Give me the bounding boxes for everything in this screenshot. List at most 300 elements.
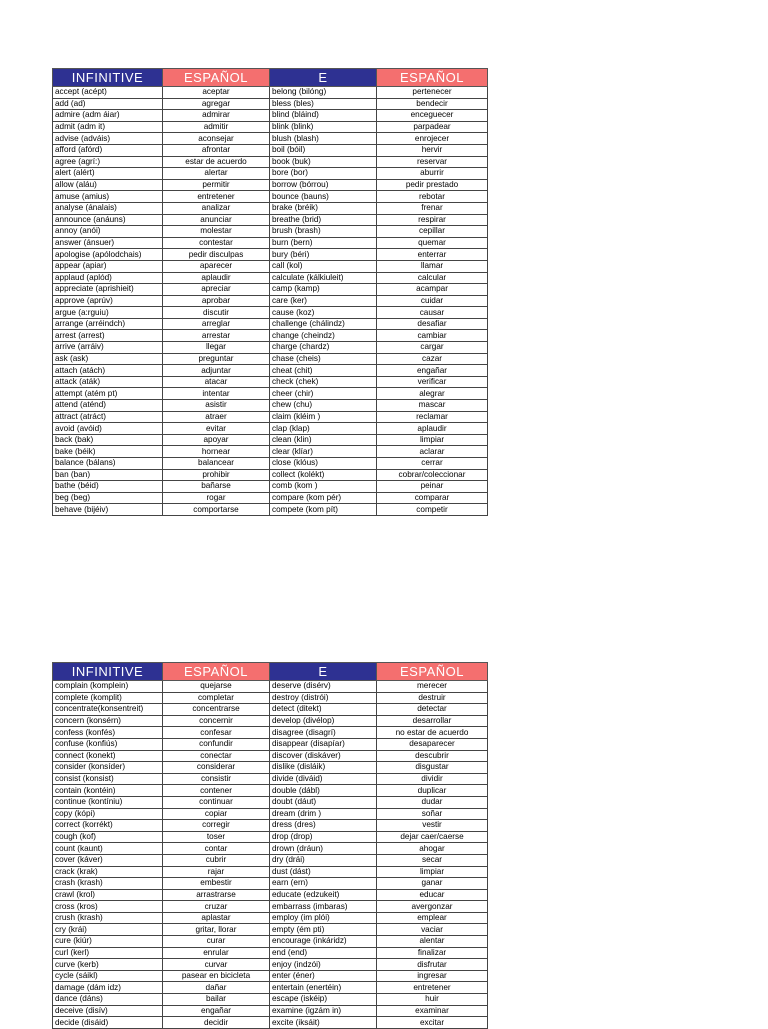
- spanish-translation: admirar: [163, 110, 270, 122]
- spanish-translation: alentar: [377, 936, 488, 948]
- english-verb: detect (ditekt): [270, 704, 377, 716]
- spanish-translation: desaparecer: [377, 738, 488, 750]
- spanish-translation: prohibir: [163, 469, 270, 481]
- english-verb: close (klóus): [270, 458, 377, 470]
- english-verb: answer (ánsuer): [53, 237, 163, 249]
- spanish-translation: desafiar: [377, 318, 488, 330]
- spanish-translation: cruzar: [163, 901, 270, 913]
- english-verb: boil (bóil): [270, 144, 377, 156]
- english-verb: arrive (arráiv): [53, 342, 163, 354]
- english-verb: appear (apiar): [53, 260, 163, 272]
- english-verb: cheat (chit): [270, 365, 377, 377]
- english-verb: excite (iksáit): [270, 1017, 377, 1029]
- table-row: [53, 168, 488, 180]
- spanish-translation: estar de acuerdo: [163, 156, 270, 168]
- spanish-translation: quemar: [377, 237, 488, 249]
- english-verb: enjoy (indzói): [270, 959, 377, 971]
- spanish-translation: secar: [377, 854, 488, 866]
- english-verb: enter (éner): [270, 970, 377, 982]
- english-verb: deceive (disív): [53, 1005, 163, 1017]
- table-row: [53, 785, 488, 797]
- spanish-translation: alegrar: [377, 388, 488, 400]
- english-verb: employ (im plói): [270, 912, 377, 924]
- verb-table-2: [52, 662, 488, 1029]
- english-verb: attempt (atém pt): [53, 388, 163, 400]
- table-row: [53, 388, 488, 400]
- spanish-translation: concernir: [163, 715, 270, 727]
- spanish-translation: aparecer: [163, 260, 270, 272]
- spanish-translation: balancear: [163, 458, 270, 470]
- english-verb: attend (aténd): [53, 400, 163, 412]
- spanish-translation: aceptar: [163, 87, 270, 99]
- table-row: [53, 202, 488, 214]
- table-row: [53, 970, 488, 982]
- english-verb: concentrate(konsentreit): [53, 704, 163, 716]
- english-verb: book (buk): [270, 156, 377, 168]
- english-verb: annoy (anói): [53, 226, 163, 238]
- spanish-translation: atacar: [163, 376, 270, 388]
- table-row: [53, 400, 488, 412]
- spanish-translation: arrastrarse: [163, 889, 270, 901]
- english-verb: amuse (amius): [53, 191, 163, 203]
- spanish-translation: entretener: [163, 191, 270, 203]
- english-verb: clap (klap): [270, 423, 377, 435]
- spanish-translation: acampar: [377, 284, 488, 296]
- english-verb: back (bak): [53, 434, 163, 446]
- table-row: [53, 504, 488, 516]
- spanish-translation: aprobar: [163, 295, 270, 307]
- english-verb: connect (konekt): [53, 750, 163, 762]
- english-verb: deserve (disérv): [270, 681, 377, 693]
- spanish-translation: llegar: [163, 342, 270, 354]
- english-verb: allow (aláu): [53, 179, 163, 191]
- english-verb: entertain (enertéin): [270, 982, 377, 994]
- spanish-translation: disgustar: [377, 762, 488, 774]
- spanish-translation: disfrutar: [377, 959, 488, 971]
- english-verb: bake (béik): [53, 446, 163, 458]
- english-verb: correct (korrékt): [53, 820, 163, 832]
- english-verb: bathe (béid): [53, 481, 163, 493]
- english-verb: crack (krak): [53, 866, 163, 878]
- table-row: [53, 214, 488, 226]
- table-row: [53, 110, 488, 122]
- english-verb: argue (a:rguiu): [53, 307, 163, 319]
- english-verb: bore (bor): [270, 168, 377, 180]
- english-verb: dress (dres): [270, 820, 377, 832]
- spanish-translation: ahogar: [377, 843, 488, 855]
- table-row: [53, 843, 488, 855]
- english-verb: behave (bijéiv): [53, 504, 163, 516]
- english-verb: analyse (ánalais): [53, 202, 163, 214]
- table-row: [53, 121, 488, 133]
- table-row: [53, 376, 488, 388]
- english-verb: copy (kópi): [53, 808, 163, 820]
- spanish-translation: limpiar: [377, 866, 488, 878]
- table-row: [53, 423, 488, 435]
- spanish-translation: engañar: [377, 365, 488, 377]
- header-espanol: ESPAÑOL: [163, 69, 270, 87]
- spanish-translation: examinar: [377, 1005, 488, 1017]
- spanish-translation: comportarse: [163, 504, 270, 516]
- spanish-translation: contar: [163, 843, 270, 855]
- english-verb: breathe (brid): [270, 214, 377, 226]
- spanish-translation: permitir: [163, 179, 270, 191]
- english-verb: encourage (inkáridz): [270, 936, 377, 948]
- spanish-translation: arrestar: [163, 330, 270, 342]
- english-verb: blind (bláind): [270, 110, 377, 122]
- english-verb: beg (beg): [53, 492, 163, 504]
- english-verb: apologise (apólodchais): [53, 249, 163, 261]
- english-verb: advise (adváis): [53, 133, 163, 145]
- english-verb: cry (krái): [53, 924, 163, 936]
- english-verb: chew (chu): [270, 400, 377, 412]
- spanish-translation: quejarse: [163, 681, 270, 693]
- spanish-translation: enterrar: [377, 249, 488, 261]
- spanish-translation: verificar: [377, 376, 488, 388]
- spanish-translation: afrontar: [163, 144, 270, 156]
- spanish-translation: soñar: [377, 808, 488, 820]
- table-row: [53, 284, 488, 296]
- table-row: [53, 878, 488, 890]
- english-verb: empty (ém pti): [270, 924, 377, 936]
- english-verb: contain (kontéin): [53, 785, 163, 797]
- spanish-translation: pasear en bicicleta: [163, 970, 270, 982]
- spanish-translation: peinar: [377, 481, 488, 493]
- english-verb: cough (kof): [53, 831, 163, 843]
- table-row: [53, 365, 488, 377]
- table-row: [53, 762, 488, 774]
- spanish-translation: asistir: [163, 400, 270, 412]
- table-row: [53, 330, 488, 342]
- english-verb: add (ad): [53, 98, 163, 110]
- english-verb: belong (bilóng): [270, 87, 377, 99]
- english-verb: curl (kerl): [53, 947, 163, 959]
- spanish-translation: contestar: [163, 237, 270, 249]
- table-row: [53, 307, 488, 319]
- english-verb: care (ker): [270, 295, 377, 307]
- spanish-translation: bailar: [163, 994, 270, 1006]
- table-row: [53, 133, 488, 145]
- spanish-translation: duplicar: [377, 785, 488, 797]
- english-verb: arrange (arréindch): [53, 318, 163, 330]
- english-verb: discover (diskáver): [270, 750, 377, 762]
- spanish-translation: aplaudir: [377, 423, 488, 435]
- english-verb: drown (dráun): [270, 843, 377, 855]
- spanish-translation: aplaudir: [163, 272, 270, 284]
- english-verb: accept (acépt): [53, 87, 163, 99]
- spanish-translation: aconsejar: [163, 133, 270, 145]
- english-verb: cause (koz): [270, 307, 377, 319]
- spanish-translation: aburrir: [377, 168, 488, 180]
- english-verb: blush (blash): [270, 133, 377, 145]
- table-row: [53, 492, 488, 504]
- spanish-translation: cargar: [377, 342, 488, 354]
- english-verb: burn (bern): [270, 237, 377, 249]
- table-row: [53, 727, 488, 739]
- spanish-translation: concentrarse: [163, 704, 270, 716]
- english-verb: clear (klíar): [270, 446, 377, 458]
- english-verb: approve (aprúv): [53, 295, 163, 307]
- verb-table-1: [52, 68, 488, 516]
- spanish-translation: huir: [377, 994, 488, 1006]
- english-verb: applaud (aplód): [53, 272, 163, 284]
- english-verb: dust (dást): [270, 866, 377, 878]
- spanish-translation: cerrar: [377, 458, 488, 470]
- english-verb: continue (kontíniu): [53, 796, 163, 808]
- spanish-translation: conectar: [163, 750, 270, 762]
- spanish-translation: aclarar: [377, 446, 488, 458]
- english-verb: attract (atráct): [53, 411, 163, 423]
- table-row: [53, 342, 488, 354]
- spanish-translation: completar: [163, 692, 270, 704]
- spanish-translation: emplear: [377, 912, 488, 924]
- spanish-translation: dividir: [377, 773, 488, 785]
- table-row: [53, 889, 488, 901]
- spanish-translation: continuar: [163, 796, 270, 808]
- spanish-translation: parpadear: [377, 121, 488, 133]
- table-row: [53, 272, 488, 284]
- spanish-translation: pedir prestado: [377, 179, 488, 191]
- english-verb: admire (adm áiar): [53, 110, 163, 122]
- spanish-translation: molestar: [163, 226, 270, 238]
- spanish-translation: desarrollar: [377, 715, 488, 727]
- english-verb: crush (krash): [53, 912, 163, 924]
- english-verb: collect (kolékt): [270, 469, 377, 481]
- spanish-translation: admitir: [163, 121, 270, 133]
- table-row: [53, 936, 488, 948]
- english-verb: announce (anáuns): [53, 214, 163, 226]
- table-row: [53, 156, 488, 168]
- english-verb: ban (ban): [53, 469, 163, 481]
- english-verb: borrow (bórrou): [270, 179, 377, 191]
- english-verb: camp (kamp): [270, 284, 377, 296]
- spanish-translation: confesar: [163, 727, 270, 739]
- english-verb: earn (ern): [270, 878, 377, 890]
- spanish-translation: apreciar: [163, 284, 270, 296]
- english-verb: develop (divélop): [270, 715, 377, 727]
- spanish-translation: rajar: [163, 866, 270, 878]
- spanish-translation: llamar: [377, 260, 488, 272]
- english-verb: cheer (chir): [270, 388, 377, 400]
- english-verb: consider (konsíder): [53, 762, 163, 774]
- spanish-translation: enrular: [163, 947, 270, 959]
- english-verb: bury (béri): [270, 249, 377, 261]
- english-verb: disagree (disagrí): [270, 727, 377, 739]
- table-row: [53, 750, 488, 762]
- table-row: [53, 434, 488, 446]
- spanish-translation: ingresar: [377, 970, 488, 982]
- spanish-translation: anunciar: [163, 214, 270, 226]
- spanish-translation: hornear: [163, 446, 270, 458]
- spanish-translation: calcular: [377, 272, 488, 284]
- table-row: [53, 98, 488, 110]
- table-row: [53, 994, 488, 1006]
- english-verb: calculate (kálkiuleit): [270, 272, 377, 284]
- spanish-translation: agregar: [163, 98, 270, 110]
- table-row: [53, 773, 488, 785]
- english-verb: doubt (dáut): [270, 796, 377, 808]
- english-verb: bounce (bauns): [270, 191, 377, 203]
- spanish-translation: toser: [163, 831, 270, 843]
- english-verb: disappear (disapíar): [270, 738, 377, 750]
- english-verb: clean (klin): [270, 434, 377, 446]
- spanish-translation: contener: [163, 785, 270, 797]
- spanish-translation: corregir: [163, 820, 270, 832]
- table-body: [53, 681, 488, 1029]
- spanish-translation: entretener: [377, 982, 488, 994]
- spanish-translation: pedir disculpas: [163, 249, 270, 261]
- spanish-translation: apoyar: [163, 434, 270, 446]
- english-verb: dance (dáns): [53, 994, 163, 1006]
- header-row: [53, 663, 488, 681]
- english-verb: confuse (konfiús): [53, 738, 163, 750]
- spanish-translation: hervir: [377, 144, 488, 156]
- header-row: [53, 69, 488, 87]
- spanish-translation: reclamar: [377, 411, 488, 423]
- english-verb: attack (aták): [53, 376, 163, 388]
- table-row: [53, 353, 488, 365]
- spanish-translation: cambiar: [377, 330, 488, 342]
- table-row: [53, 446, 488, 458]
- spanish-translation: embestir: [163, 878, 270, 890]
- table-row: [53, 237, 488, 249]
- spanish-translation: intentar: [163, 388, 270, 400]
- spanish-translation: reservar: [377, 156, 488, 168]
- table-row: [53, 226, 488, 238]
- table-row: [53, 947, 488, 959]
- english-verb: check (chek): [270, 376, 377, 388]
- spanish-translation: engañar: [163, 1005, 270, 1017]
- spanish-translation: enrojecer: [377, 133, 488, 145]
- table-row: [53, 738, 488, 750]
- english-verb: double (dábl): [270, 785, 377, 797]
- table-row: [53, 179, 488, 191]
- table-row: [53, 1005, 488, 1017]
- spanish-translation: educar: [377, 889, 488, 901]
- spanish-translation: avergonzar: [377, 901, 488, 913]
- english-verb: embarrass (imbaras): [270, 901, 377, 913]
- table-row: [53, 469, 488, 481]
- header-infinitive: INFINITIVE: [53, 663, 163, 681]
- english-verb: call (kol): [270, 260, 377, 272]
- english-verb: compare (kom pér): [270, 492, 377, 504]
- spanish-translation: frenar: [377, 202, 488, 214]
- spanish-translation: arreglar: [163, 318, 270, 330]
- table-row: [53, 411, 488, 423]
- spanish-translation: gritar, llorar: [163, 924, 270, 936]
- table-row: [53, 681, 488, 693]
- table-row: [53, 715, 488, 727]
- spanish-translation: vaciar: [377, 924, 488, 936]
- table-row: [53, 249, 488, 261]
- english-verb: curve (kerb): [53, 959, 163, 971]
- table-row: [53, 854, 488, 866]
- spanish-translation: comparar: [377, 492, 488, 504]
- english-verb: admit (adm it): [53, 121, 163, 133]
- spanish-translation: merecer: [377, 681, 488, 693]
- english-verb: avoid (avóid): [53, 423, 163, 435]
- table-row: [53, 295, 488, 307]
- table-row: [53, 924, 488, 936]
- english-verb: cross (kros): [53, 901, 163, 913]
- spanish-translation: limpiar: [377, 434, 488, 446]
- spanish-translation: mascar: [377, 400, 488, 412]
- spanish-translation: finalizar: [377, 947, 488, 959]
- header-e: E: [270, 69, 377, 87]
- spanish-translation: discutir: [163, 307, 270, 319]
- english-verb: chase (cheis): [270, 353, 377, 365]
- table-row: [53, 481, 488, 493]
- english-verb: educate (edzukeit): [270, 889, 377, 901]
- english-verb: cure (kiúr): [53, 936, 163, 948]
- english-verb: consist (konsist): [53, 773, 163, 785]
- spanish-translation: excitar: [377, 1017, 488, 1029]
- spanish-translation: dudar: [377, 796, 488, 808]
- table-row: [53, 901, 488, 913]
- english-verb: drop (drop): [270, 831, 377, 843]
- table-row: [53, 982, 488, 994]
- spanish-translation: considerar: [163, 762, 270, 774]
- english-verb: decide (disáid): [53, 1017, 163, 1029]
- english-verb: crawl (krol): [53, 889, 163, 901]
- english-verb: agree (agrí:): [53, 156, 163, 168]
- spanish-translation: descubrir: [377, 750, 488, 762]
- header-infinitive: INFINITIVE: [53, 69, 163, 87]
- spanish-translation: no estar de acuerdo: [377, 727, 488, 739]
- english-verb: destroy (distrói): [270, 692, 377, 704]
- english-verb: challenge (chálindz): [270, 318, 377, 330]
- table-row: [53, 191, 488, 203]
- english-verb: ask (ask): [53, 353, 163, 365]
- table-row: [53, 692, 488, 704]
- english-verb: appreciate (aprishieit): [53, 284, 163, 296]
- english-verb: brake (bréik): [270, 202, 377, 214]
- spanish-translation: alertar: [163, 168, 270, 180]
- header-espanol: ESPAÑOL: [163, 663, 270, 681]
- english-verb: blink (blink): [270, 121, 377, 133]
- spanish-translation: decidir: [163, 1017, 270, 1029]
- english-verb: count (kaunt): [53, 843, 163, 855]
- spanish-translation: confundir: [163, 738, 270, 750]
- english-verb: dry (drái): [270, 854, 377, 866]
- english-verb: crash (krash): [53, 878, 163, 890]
- table-row: [53, 912, 488, 924]
- english-verb: charge (chardz): [270, 342, 377, 354]
- header-espanol-2: ESPAÑOL: [377, 663, 488, 681]
- spanish-translation: curar: [163, 936, 270, 948]
- english-verb: claim (kléim ): [270, 411, 377, 423]
- table-body: [53, 87, 488, 516]
- table-row: [53, 831, 488, 843]
- spanish-translation: dejar caer/caerse: [377, 831, 488, 843]
- table-row: [53, 1017, 488, 1029]
- spanish-translation: causar: [377, 307, 488, 319]
- spanish-translation: vestir: [377, 820, 488, 832]
- spanish-translation: atraer: [163, 411, 270, 423]
- spanish-translation: consistir: [163, 773, 270, 785]
- spanish-translation: rebotar: [377, 191, 488, 203]
- spanish-translation: cepillar: [377, 226, 488, 238]
- spanish-translation: cubrir: [163, 854, 270, 866]
- english-verb: brush (brash): [270, 226, 377, 238]
- spanish-translation: detectar: [377, 704, 488, 716]
- table-row: [53, 959, 488, 971]
- spanish-translation: analizar: [163, 202, 270, 214]
- spanish-translation: bañarse: [163, 481, 270, 493]
- spanish-translation: competir: [377, 504, 488, 516]
- english-verb: change (cheindz): [270, 330, 377, 342]
- english-verb: damage (dám idz): [53, 982, 163, 994]
